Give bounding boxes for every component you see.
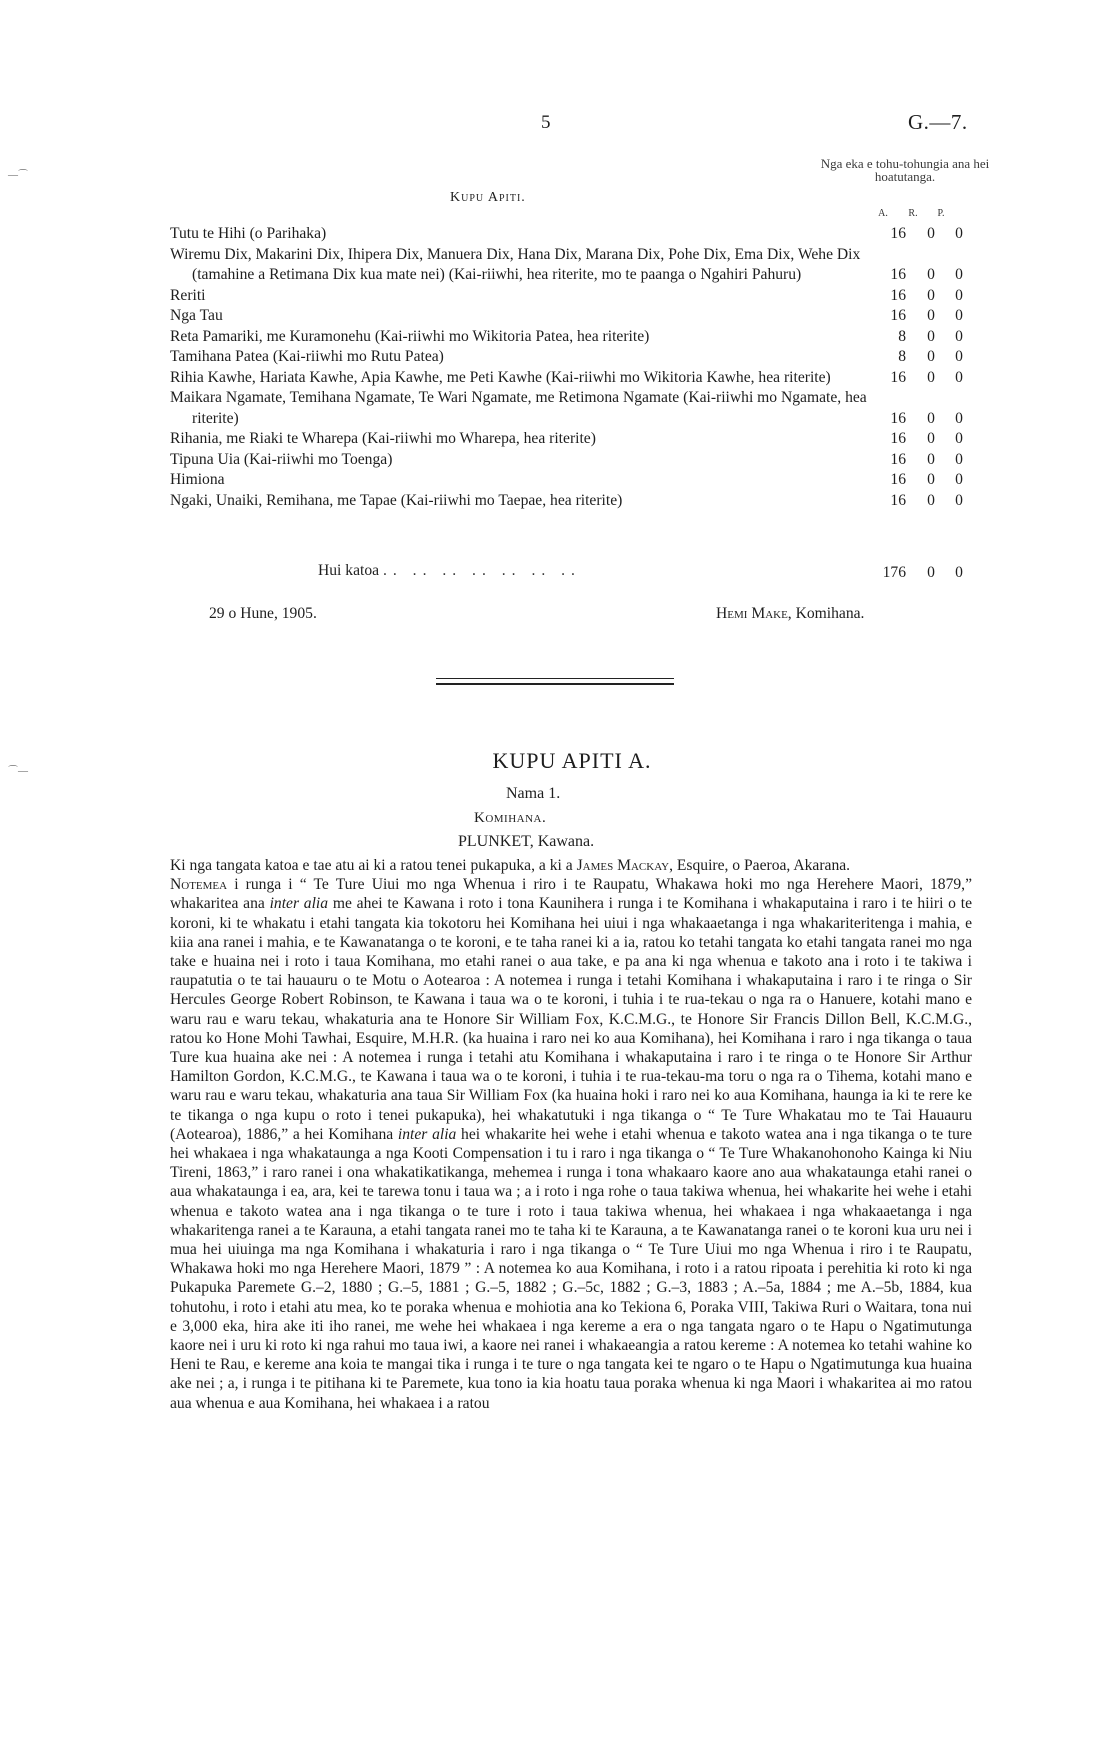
area-perches: 0 (955, 286, 963, 304)
grantee-names: Tipuna Uia (Kai-riiwhi mo Toenga) (170, 450, 393, 468)
schedule-row (170, 286, 970, 307)
schedule-row (170, 347, 970, 368)
area-roods: 0 (927, 409, 935, 427)
total-perches: 0 (955, 564, 963, 581)
unit-roods: R. (908, 208, 918, 219)
schedule-date: 29 o Hune, 1905. (209, 605, 317, 622)
area-roods: 0 (927, 430, 935, 447)
governor-line: PLUNKET, Kawana. (458, 833, 595, 850)
unit-acres: A. (878, 208, 888, 219)
section-divider-thick (436, 683, 674, 685)
page-number: 5 (541, 112, 551, 133)
signature-line (716, 605, 864, 623)
margin-mark: ⌒— (8, 766, 28, 777)
grantee-names: Rihania, me Riaki te Wharepa (Kai-riiwhi mo Wharepa, hea riterite) (170, 430, 596, 447)
area-roods: 0 (927, 368, 935, 386)
grantee-names: Tutu te Hihi (o Parihaka) (170, 225, 327, 242)
area-roods: 0 (927, 307, 935, 324)
section-divider-thin (436, 678, 674, 679)
schedule-row (170, 470, 970, 491)
area-acres: 16 (890, 266, 906, 283)
commission-body (170, 856, 972, 1413)
area-perches: 0 (955, 368, 963, 386)
area-perches: 0 (955, 327, 963, 345)
grantee-names: Ngaki, Unaiki, Remihana, me Tapae (Kai-riiwhi mo Taepae, hea riterite) (170, 491, 623, 509)
signer-name: Hemi Make (716, 605, 788, 622)
area-perches: 0 (955, 430, 963, 447)
area-perches: 0 (955, 348, 963, 365)
area-acres: 16 (890, 368, 906, 386)
schedule-row (170, 368, 970, 389)
total-amount (880, 562, 970, 582)
area-roods: 0 (927, 348, 935, 365)
area-roods: 0 (927, 450, 935, 468)
signer-title: , Komihana. (787, 605, 865, 622)
area-column-heading: Nga eka e tohu-tohungia ana hei hoatutanga. (820, 156, 990, 184)
grantee-names: Rihia Kawhe, Hariata Kawhe, Apia Kawhe, me Peti Kawhe (Kai-riiwhi mo Wikitoria Kawhe, hea riterite) (170, 368, 831, 386)
schedule-row (170, 491, 970, 512)
grantee-names: Reriti (170, 286, 206, 304)
area-acres: 16 (890, 491, 906, 509)
grantee-names: Tamihana Patea (Kai-riiwhi mo Rutu Patea) (170, 348, 444, 365)
area-perches: 0 (955, 450, 963, 468)
area-perches: 0 (955, 307, 963, 324)
area-perches: 0 (955, 471, 963, 488)
area-acres: 8 (898, 327, 906, 345)
appendix-number: Nama 1. (506, 785, 561, 802)
area-perches: 0 (955, 225, 963, 242)
area-roods: 0 (927, 327, 935, 345)
commission-heading: Komihana. (474, 810, 547, 826)
lead-word: Notemea (170, 876, 228, 894)
schedule-row (170, 327, 970, 348)
addressee-name: James Mackay (576, 857, 670, 874)
area-acres: 16 (890, 307, 906, 324)
schedule-row (170, 388, 970, 429)
grantee-names: Himiona (170, 471, 225, 488)
schedule-row (170, 245, 970, 286)
area-acres: 16 (890, 450, 906, 468)
area-perches: 0 (955, 409, 963, 427)
total-label: Hui katoa .. .. .. .. .. .. .. (318, 562, 581, 579)
schedule-table (170, 224, 970, 511)
recital-paragraph: Notemea i runga i “ Te Ture Uiui mo nga Whenua i riro i te Raupatu, Whakawa hoki mo nga Herehere Maori, 1879,” whakaritea ana inter alia me ahei te Kawana i roto i tona Kaunihera i runga i te Komihana i whakaputaina i raro i te hiiri o te koroni, ki te whakatu i etahi tangata kia tokotoru hei Komihana hei uiui i nga whakaaetanga i nga whakariteritenga i mahia, e kiia ana ranei i mahia, e te Kawanatanga o te koroni, e te taha ranei ki a ia, ratou ko tetahi tangata ko etahi tangata ranei mo nga take e huaina nei i roto i taua Komihana, mo etahi ranei o aua take, e pa ana ki nga whenua e takoto ana i roto i te takiwa i raupatutia o te tai hauauru o te Motu o Aotearoa : A notemea i runga i tetahi Komihana i whakaputaina i raro i te ringa o Sir Hercules George Robert Robinson, te Kawana i taua wa o te koroni, i tuhia i te rua-tekau o nga ra o Hanuere, kotahi mano e waru rau e waru tekau, whakaturia ana te Honore Sir William Fox, K.C.M.G., te Honore Sir Francis Dillon Bell, K.C.M.G., ratou ko Hone Mohi Tawhai, Esquire, M.H.R. (ka huaina i raro nei ko aua Komihana), hei Komihana i raro i nga tikanga o taua Ture kua huaina ake nei : A notemea i runga i tetahi atu Komihana i whakaputaina i raro i te ringa o te Honore Sir Arthur Hamilton Gordon, K.C.M.G., te Kawana i taua wa o te koroni, i tuhia i te rua-tekau-ma toru o nga ra o Tihema, kotahi mano e waru rau e waru tekau, whakaturia ana taua Sir William Fox (ka huaina hoki i raro nei ko aua Komihana, haunga ia ki te rere ke te tikanga o nga kupu o roto i tenei pukapuka), hei whakatutuki i nga tikanga o “ Te Ture Whakatau mo te Tai Hauauru (Aotearoa), 1886,” a hei Komihana inter alia hei whakarite hei wehe i etahi whenua e takoto watea ana i nga tikanga o te ture hei whakaea i nga whakataunga a nga Kooti Compensation i tu i raro i nga tikanga o “ Te Ture Whakanohonoho Kainga ki Niu Tireni, 1863,” i raro ranei i ona whakatikatikanga, mehemea i runga i tona whakaaro kaore ano aua whakataunga etahi ranei o aua whakataunga i ea, ara, kei te tarewa tonu i taua wa ; a i roto i nga rohe o taua takiwa whenua, hei whakarite hei wehe i etahi whenua e takoto watea ana i nga tikanga o te ture i roto i taua takiwa whenua, hei whakaea i nga whakaaetanga i nga whakaritenga ranei a te Karauna, a etahi tangata ranei mo te taha ki te Karauna, a te Kawanatanga ranei o te koroni kua uru nei i mua hei uiuinga ma nga Komihana i whakaturia i raro i nga tikanga o “ Te Ture Uiui mo nga Whenua i riro i te Raupatu, Whakawa hoki mo nga Herehere Maori, 1879 ” : A notemea ko aua Komihana, i roto i a ratou ripoata i perehitia ki roto ki nga Pukapuka Paremete G.–2, 1880 ; G.–5, 1881 ; G.–5, 1882 ; G.–5c, 1882 ; G.–3, 1883 ; A.–5a, 1884 ; me A.–5b, 1884, kua tohutohu, i roto i etahi atu mea, ko te poraka whenua e mohiotia ana ko Tekiona 6, Poraka VIII, Takiwa Ruri o Waitara, tona nui e 3,000 eka, hira ake iti iho ranei, me wehe hei whakaea i nga kereme a era o nga tangata ngaro o te Hapu o Ngatimutunga kaore nei i uru ki roto ki nga rahui mo taua iwi, a kaore nei ranei i whakaeangia a ratou kereme : A notemea ko tetahi wahine ko Heni te Rau, e kereme ana koia te mangai tika i runga i te ture o nga tangata kei te ngaro o te Hapu o Ngatimutunga kua huaina ake nei ; a, i runga i te pitihana ki te Paremete, kua tono ia kia hoatu taua poraka whenua ki nga Maori i whakaritea ai mo ratou aua whenua e aua Komihana, hei whakaea i a ratou (170, 876, 972, 1412)
margin-mark: —⌒ (8, 170, 28, 181)
area-perches: 0 (955, 266, 963, 283)
area-roods: 0 (927, 286, 935, 304)
grantee-names: Maikara Ngamate, Temihana Ngamate, Te Wari Ngamate, me Retimona Ngamate (Kai-riiwhi mo Ngamate, hea riterite) (170, 389, 867, 427)
schedule-row (170, 429, 970, 450)
area-perches: 0 (955, 491, 963, 509)
document-code: G.—7. (908, 110, 968, 134)
grantee-names: Nga Tau (170, 307, 223, 324)
schedule-row (170, 224, 970, 245)
appendix-title: KUPU APITI A. (492, 748, 652, 773)
grantee-names: Wiremu Dix, Makarini Dix, Ihipera Dix, Manuera Dix, Hana Dix, Marana Dix, Pohe Dix, Ema Dix, Wehe Dix (tamahine a Retimana Dix kua mate nei) (Kai-riiwhi, hea riterite, mo te paanga o Ngahiri Pahuru) (170, 245, 861, 283)
area-acres: 16 (890, 430, 906, 447)
area-acres: 8 (898, 348, 906, 365)
area-roods: 0 (927, 491, 935, 509)
area-acres: 16 (890, 471, 906, 488)
total-acres: 176 (882, 564, 906, 581)
area-acres: 16 (890, 409, 906, 427)
total-roods: 0 (927, 564, 935, 581)
area-acres: 16 (890, 286, 906, 304)
schedule-row (170, 450, 970, 471)
unit-perches: P. (937, 208, 945, 219)
grantee-names: Reta Pamariki, me Kuramonehu (Kai-riiwhi mo Wikitoria Patea, hea riterite) (170, 327, 650, 345)
area-acres: 16 (890, 225, 906, 242)
schedule-row (170, 306, 970, 327)
area-roods: 0 (927, 471, 935, 488)
address-paragraph: Ki nga tangata katoa e tae atu ai ki a ratou tenei pukapuka, a ki a James Mackay, Esquire, o Paeroa, Akarana. (170, 857, 851, 874)
area-roods: 0 (927, 266, 935, 283)
schedule-title: Kupu Apiti. (450, 190, 526, 205)
area-roods: 0 (927, 225, 935, 242)
